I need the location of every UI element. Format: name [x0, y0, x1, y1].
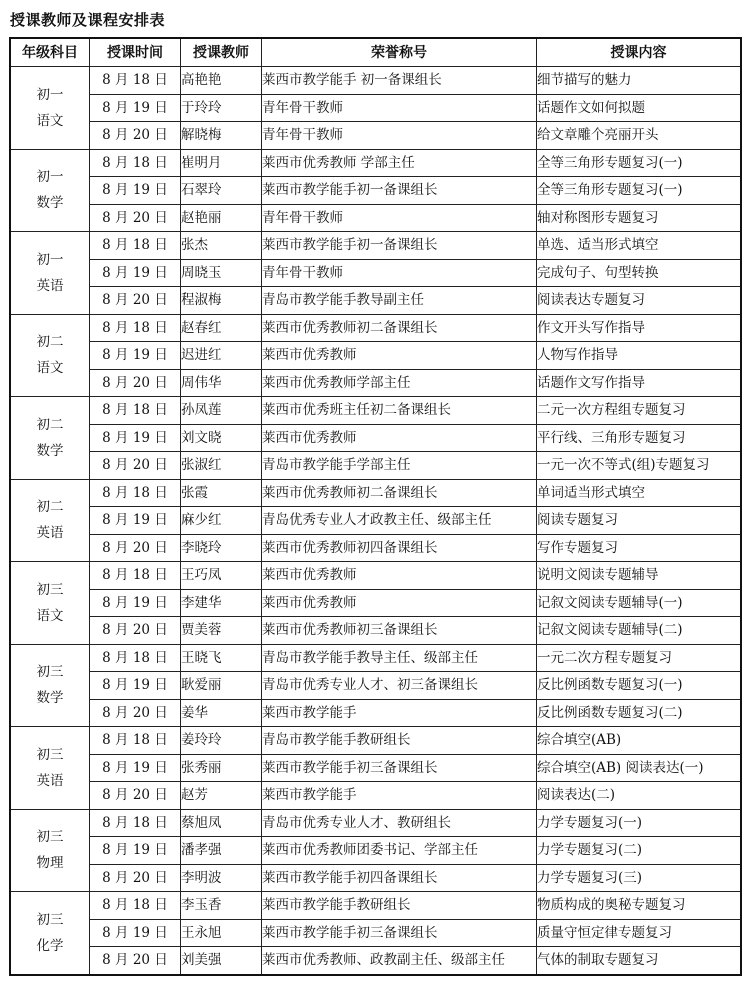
date-cell: 8 月 19 日 [90, 259, 181, 287]
table-row [11, 562, 741, 590]
content-cell: 说明文阅读专题辅导 [537, 562, 741, 590]
honor-cell: 莱西市优秀教师、政教副主任、级部主任 [262, 947, 537, 975]
table-row [11, 287, 741, 315]
teacher-cell: 赵艳丽 [181, 204, 262, 232]
subject-label: 数学 [36, 442, 64, 459]
honor-cell: 莱西市教学能手初一备课组长 [262, 177, 537, 205]
content-cell: 人物写作指导 [537, 342, 741, 370]
date-cell: 8 月 18 日 [90, 314, 181, 342]
teacher-cell: 姜华 [181, 699, 262, 727]
page-title: 授课教师及课程安排表 [10, 11, 166, 29]
honor-cell: 莱西市优秀班主任初二备课组长 [262, 397, 537, 425]
content-cell: 阅读表达专题复习 [537, 287, 741, 315]
table-row [11, 149, 741, 177]
teacher-cell: 李晓玲 [181, 534, 262, 562]
table-row [11, 67, 741, 95]
table-row [11, 727, 741, 755]
teacher-cell: 崔明月 [181, 149, 262, 177]
content-cell: 记叙文阅读专题辅导(一) [537, 589, 741, 617]
table-row [11, 342, 741, 370]
content-cell: 阅读专题复习 [537, 507, 741, 535]
table-row [11, 919, 741, 947]
subject-label: 物理 [36, 855, 64, 872]
honor-cell: 莱西市教学能手 初一备课组长 [262, 67, 537, 95]
date-cell: 8 月 19 日 [90, 837, 181, 865]
honor-cell: 莱西市优秀教师初四备课组长 [262, 534, 537, 562]
honor-cell: 莱西市教学能手 [262, 782, 537, 810]
content-cell: 写作专题复习 [537, 534, 741, 562]
table-row [11, 507, 741, 535]
date-cell: 8 月 20 日 [90, 204, 181, 232]
grade-subject-cell [11, 232, 90, 315]
grade-label: 初三 [36, 746, 64, 763]
honor-cell: 莱西市优秀教师 [262, 589, 537, 617]
subject-label: 化学 [36, 937, 64, 954]
date-cell: 8 月 19 日 [90, 919, 181, 947]
honor-cell: 莱西市教学能手初一备课组长 [262, 232, 537, 260]
content-cell: 力学专题复习(一) [537, 809, 741, 837]
content-cell: 话题作文写作指导 [537, 369, 741, 397]
header-grade-subject: 年级科目 [11, 39, 90, 67]
content-cell: 细节描写的魅力 [537, 67, 741, 95]
honor-cell: 莱西市优秀教师 [262, 424, 537, 452]
teacher-cell: 蔡旭凤 [181, 809, 262, 837]
table-row [11, 232, 741, 260]
teacher-cell: 张秀丽 [181, 754, 262, 782]
content-cell: 单选、适当形式填空 [537, 232, 741, 260]
subject-label: 数学 [36, 195, 64, 212]
date-cell: 8 月 18 日 [90, 644, 181, 672]
teacher-cell: 张霞 [181, 479, 262, 507]
teacher-cell: 迟进红 [181, 342, 262, 370]
honor-cell: 青岛市教学能手教研组长 [262, 727, 537, 755]
content-cell: 完成句子、句型转换 [537, 259, 741, 287]
table-row [11, 947, 741, 975]
teacher-cell: 刘美强 [181, 947, 262, 975]
date-cell: 8 月 18 日 [90, 562, 181, 590]
date-cell: 8 月 18 日 [90, 149, 181, 177]
content-cell: 阅读表达(二) [537, 782, 741, 810]
subject-label: 英语 [36, 525, 64, 542]
date-cell: 8 月 20 日 [90, 699, 181, 727]
grade-subject-cell [11, 562, 90, 645]
table-row [11, 452, 741, 480]
date-cell: 8 月 18 日 [90, 232, 181, 260]
table-row [11, 672, 741, 700]
teacher-cell: 李建华 [181, 589, 262, 617]
teacher-cell: 潘孝强 [181, 837, 262, 865]
content-cell: 物质构成的奥秘专题复习 [537, 892, 741, 920]
date-cell: 8 月 20 日 [90, 782, 181, 810]
schedule-table [10, 38, 741, 975]
date-cell: 8 月 19 日 [90, 754, 181, 782]
honor-cell: 青岛市教学能手学部主任 [262, 452, 537, 480]
content-cell: 反比例函数专题复习(二) [537, 699, 741, 727]
teacher-cell: 耿爱丽 [181, 672, 262, 700]
date-cell: 8 月 19 日 [90, 94, 181, 122]
content-cell: 力学专题复习(二) [537, 837, 741, 865]
teacher-cell: 王永旭 [181, 919, 262, 947]
grade-subject-cell [11, 314, 90, 397]
teacher-cell: 姜玲玲 [181, 727, 262, 755]
teacher-cell: 刘文晓 [181, 424, 262, 452]
grade-subject-cell [11, 149, 90, 232]
date-cell: 8 月 20 日 [90, 122, 181, 150]
honor-cell: 莱西市优秀教师初二备课组长 [262, 314, 537, 342]
table-row [11, 479, 741, 507]
content-cell: 反比例函数专题复习(一) [537, 672, 741, 700]
teacher-cell: 王晓飞 [181, 644, 262, 672]
date-cell: 8 月 20 日 [90, 534, 181, 562]
teacher-cell: 赵春红 [181, 314, 262, 342]
teacher-cell: 贾美蓉 [181, 617, 262, 645]
honor-cell: 莱西市优秀教师 [262, 562, 537, 590]
content-cell: 二元一次方程组专题复习 [537, 397, 741, 425]
header-row [11, 39, 741, 67]
date-cell: 8 月 18 日 [90, 479, 181, 507]
date-cell: 8 月 19 日 [90, 507, 181, 535]
date-cell: 8 月 19 日 [90, 342, 181, 370]
table-row [11, 397, 741, 425]
table-row [11, 314, 741, 342]
grade-label: 初一 [36, 251, 64, 268]
grade-label: 初三 [36, 829, 64, 846]
grade-label: 初二 [36, 499, 64, 516]
teacher-cell: 赵芳 [181, 782, 262, 810]
grade-subject-cell [11, 397, 90, 480]
teacher-cell: 张淑红 [181, 452, 262, 480]
honor-cell: 莱西市教学能手初三备课组长 [262, 754, 537, 782]
table-row [11, 782, 741, 810]
honor-cell: 莱西市优秀教师学部主任 [262, 369, 537, 397]
date-cell: 8 月 19 日 [90, 177, 181, 205]
teacher-cell: 周伟华 [181, 369, 262, 397]
honor-cell: 青年骨干教师 [262, 259, 537, 287]
teacher-cell: 孙凤莲 [181, 397, 262, 425]
grade-subject-cell [11, 479, 90, 562]
table-row [11, 754, 741, 782]
table-row [11, 644, 741, 672]
honor-cell: 青年骨干教师 [262, 204, 537, 232]
date-cell: 8 月 20 日 [90, 864, 181, 892]
teacher-cell: 王巧凤 [181, 562, 262, 590]
date-cell: 8 月 20 日 [90, 617, 181, 645]
honor-cell: 青岛优秀专业人才政教主任、级部主任 [262, 507, 537, 535]
table-row [11, 122, 741, 150]
header-honor: 荣誉称号 [262, 39, 537, 67]
subject-label: 英语 [36, 772, 64, 789]
header-teacher: 授课教师 [181, 39, 262, 67]
grade-subject-cell [11, 892, 90, 975]
honor-cell: 莱西市教学能手初四备课组长 [262, 864, 537, 892]
honor-cell: 青年骨干教师 [262, 94, 537, 122]
table-row [11, 809, 741, 837]
subject-label: 语文 [36, 607, 64, 624]
table-row [11, 589, 741, 617]
grade-subject-cell [11, 67, 90, 150]
content-cell: 全等三角形专题复习(一) [537, 149, 741, 177]
honor-cell: 青岛市优秀专业人才、初三备课组长 [262, 672, 537, 700]
table-row [11, 94, 741, 122]
date-cell: 8 月 18 日 [90, 727, 181, 755]
table-row [11, 369, 741, 397]
content-cell: 全等三角形专题复习(一) [537, 177, 741, 205]
date-cell: 8 月 18 日 [90, 67, 181, 95]
teacher-cell: 周晓玉 [181, 259, 262, 287]
content-cell: 平行线、三角形专题复习 [537, 424, 741, 452]
content-cell: 质量守恒定律专题复习 [537, 919, 741, 947]
date-cell: 8 月 20 日 [90, 369, 181, 397]
subject-label: 语文 [36, 360, 64, 377]
date-cell: 8 月 19 日 [90, 672, 181, 700]
content-cell: 给文章雕个亮丽开头 [537, 122, 741, 150]
subject-label: 语文 [36, 112, 64, 129]
grade-subject-cell [11, 809, 90, 892]
honor-cell: 青岛市教学能手教导主任、级部主任 [262, 644, 537, 672]
subject-label: 英语 [36, 277, 64, 294]
header-time: 授课时间 [90, 39, 181, 67]
teacher-cell: 石翠玲 [181, 177, 262, 205]
honor-cell: 莱西市优秀教师 学部主任 [262, 149, 537, 177]
content-cell: 作文开头写作指导 [537, 314, 741, 342]
honor-cell: 青年骨干教师 [262, 122, 537, 150]
content-cell: 一元一次不等式(组)专题复习 [537, 452, 741, 480]
honor-cell: 青岛市优秀专业人才、教研组长 [262, 809, 537, 837]
table-row [11, 892, 741, 920]
content-cell: 气体的制取专题复习 [537, 947, 741, 975]
table-row [11, 177, 741, 205]
content-cell: 单词适当形式填空 [537, 479, 741, 507]
date-cell: 8 月 18 日 [90, 397, 181, 425]
honor-cell: 青岛市教学能手教导副主任 [262, 287, 537, 315]
content-cell: 记叙文阅读专题辅导(二) [537, 617, 741, 645]
teacher-cell: 解晓梅 [181, 122, 262, 150]
teacher-cell: 李明波 [181, 864, 262, 892]
honor-cell: 莱西市优秀教师 [262, 342, 537, 370]
table-row [11, 534, 741, 562]
teacher-cell: 李玉香 [181, 892, 262, 920]
teacher-cell: 高艳艳 [181, 67, 262, 95]
date-cell: 8 月 18 日 [90, 809, 181, 837]
grade-subject-cell [11, 727, 90, 810]
content-cell: 综合填空(AB) [537, 727, 741, 755]
teacher-cell: 程淑梅 [181, 287, 262, 315]
content-cell: 一元二次方程专题复习 [537, 644, 741, 672]
date-cell: 8 月 20 日 [90, 452, 181, 480]
grade-subject-cell [11, 644, 90, 727]
grade-label: 初一 [36, 169, 64, 186]
table-row [11, 204, 741, 232]
grade-label: 初三 [36, 664, 64, 681]
content-cell: 综合填空(AB) 阅读表达(一) [537, 754, 741, 782]
content-cell: 轴对称图形专题复习 [537, 204, 741, 232]
table-row [11, 864, 741, 892]
subject-label: 数学 [36, 690, 64, 707]
teacher-cell: 张杰 [181, 232, 262, 260]
table-row [11, 837, 741, 865]
grade-label: 初三 [36, 581, 64, 598]
date-cell: 8 月 19 日 [90, 589, 181, 617]
grade-label: 初三 [36, 911, 64, 928]
header-content: 授课内容 [537, 39, 741, 67]
date-cell: 8 月 18 日 [90, 892, 181, 920]
grade-label: 初二 [36, 334, 64, 351]
content-cell: 力学专题复习(三) [537, 864, 741, 892]
date-cell: 8 月 19 日 [90, 424, 181, 452]
honor-cell: 莱西市优秀教师团委书记、学部主任 [262, 837, 537, 865]
content-cell: 话题作文如何拟题 [537, 94, 741, 122]
table-row [11, 424, 741, 452]
honor-cell: 莱西市教学能手 [262, 699, 537, 727]
grade-label: 初二 [36, 416, 64, 433]
honor-cell: 莱西市优秀教师初二备课组长 [262, 479, 537, 507]
honor-cell: 莱西市优秀教师初三备课组长 [262, 617, 537, 645]
table-row [11, 259, 741, 287]
table-body [11, 67, 741, 975]
date-cell: 8 月 20 日 [90, 287, 181, 315]
teacher-cell: 于玲玲 [181, 94, 262, 122]
table-row [11, 699, 741, 727]
teacher-cell: 麻少红 [181, 507, 262, 535]
grade-label: 初一 [36, 86, 64, 103]
honor-cell: 莱西市教学能手初三备课组长 [262, 919, 537, 947]
table-row [11, 617, 741, 645]
honor-cell: 莱西市教学能手教研组长 [262, 892, 537, 920]
date-cell: 8 月 20 日 [90, 947, 181, 975]
